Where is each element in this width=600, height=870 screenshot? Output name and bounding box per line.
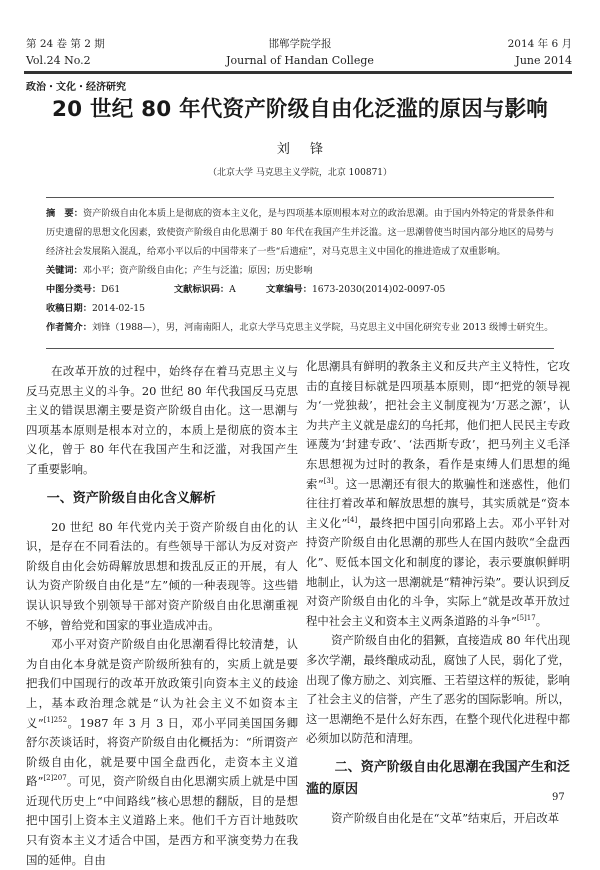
abstract-text: 资产阶级自由化本质上是彻底的资本主义化，是与四项基本原则根本对立的政治思潮。由于国内外特定的背景条件和历史遗留的思想文化因素，致使资产阶级自由化思潮于 80 年代在我国产生并泛滥。这一思潮曾使当时国内部分地区的局势与经济社会发展陷入混乱，给邓小平以后的中国带来了一些“后遗症”，对马克思主义中国化的推进造成了双重影响。 (46, 208, 555, 257)
page-number: 97 (552, 792, 565, 803)
continued-paragraph (306, 357, 570, 631)
keywords (46, 261, 554, 280)
section-1-paragraph-1: 20 世纪 80 年代党内关于资产阶级自由化的认识，是存在不同看法的。有些领导干部认为反对资产阶级自由化会妨碍解放思想和拨乱反正的开展，有人认为资产阶级自由化是“左”倾的一种表现等。这些错误认识导致个别领导干部对资产阶级自由化思潮重视不够，曾给党和国家的事业造成冲击。 (26, 519, 298, 632)
section-2-paragraph-1: 资产阶级自由化是在“文革”结束后，开启改革 (331, 810, 560, 825)
header-volume-issue-en: Vol.24 No.2 (26, 54, 91, 67)
received-date (46, 299, 554, 318)
paragraph-text: 化思潮具有鲜明的教条主义和反共产主义特性，它攻击的直接目标就是四项基本原则，即“把党的领导视为‘一党独裁’，把社会主义制度视为‘万恶之源’，认为共产主义就是虚幻的乌托邦，他们把人民民主专政诬蔑为‘封建专政’、‘法西斯专政’，把马列主义毛泽东思想视为过时的教条，看作是束缚人们思想的绳索” (306, 359, 570, 491)
received-value: 2014-02-15 (91, 303, 145, 314)
body-right-column (306, 357, 570, 828)
abstract (46, 204, 554, 261)
article-author: 刘 锋 (276, 142, 332, 157)
header-date-en: June 2014 (515, 54, 572, 67)
article-no-value: 1673-2030(2014)02-0097-05 (311, 284, 446, 295)
abstract-top-rule (46, 197, 554, 198)
abstract-block (46, 204, 554, 337)
doc-code-label: 文献标识码： (174, 284, 230, 295)
doc-code-value: A (229, 284, 236, 295)
citation-ref: [4] (347, 515, 358, 524)
paragraph-text: 邓小平对资产阶级自由化思潮看得比较清楚，认为自由化本身就是资产阶级所独有的，实质上就是要把我们中国现行的改革开放政策引向资本主义的歧途上，基本政治理念就是“认为社会主义不如资本主义” (26, 637, 298, 730)
section-1-paragraph-3: 资产阶级自由化的猖獗，直接造成 80 年代出现多次学潮，最终酿成动乱，腐蚀了人民，弱化了党，出现了像方励之、刘宾雁、王若望这样的叛徒，影响了社会主义的信誉，产生了恶劣的国际影响。所以，这一思潮绝不是什么好东西，在整个现代化进程中都必须加以防范和清理。 (306, 633, 570, 746)
paragraph-text: 。这一思潮还有很大的欺骗性和迷惑性，他们往往打着改革和解放思想的旗号，其实质就是“资本主义化” (306, 476, 570, 530)
paragraph-text: 。可见，资产阶级自由化思潮实质上就是中国近现代历史上“中间路线”核心思想的翻版，目的是想把中国引上资本主义道路上来。他们千方百计地鼓吹只有资本主义才适合中国，是西方和平演变势力在我国的延伸。自由 (26, 774, 298, 867)
citation-ref: [2]207 (43, 774, 67, 783)
paragraph-text: ，最终把中国引向邪路上去。邓小平针对持资产阶级自由化思潮的那些人在国内鼓吹“全盘西化”、贬低本国文化和制度的谬论，表示要旗帜鲜明地制止，认为这一思潮就是“精神污染”。要认识到反对资产阶级自由化的斗争，实际上“就是改革开放过程中社会主义和资本主义两条道路的斗争” (306, 515, 570, 628)
abstract-label: 摘 要： (46, 208, 83, 219)
abstract-bottom-rule (46, 348, 554, 349)
article-title: 20 世纪 80 年代资产阶级自由化泛滥的原因与影响 (52, 97, 548, 122)
header-date-cn: 2014 年 6 月 (507, 38, 572, 50)
paragraph-text: 。1987 年 3 月 3 日，邓小平同美国国务卿舒尔茨谈话时，将资产阶级自由化概括为：“所谓资产阶级自由化，就是要中国全盘西化，走资本主义道路” (26, 715, 299, 789)
author-bio-text: 刘锋（1988—），男，河南南阳人，北京大学马克思主义学院，马克思主义中国化研究专业 2013 级博士研究生。 (91, 322, 554, 333)
clc-value: D61 (101, 284, 121, 295)
keywords-label: 关键词： (46, 265, 83, 276)
paragraph-text: 。 (535, 613, 548, 628)
citation-ref: [3] (323, 476, 334, 485)
header-journal-name-cn: 邯郸学院学报 (268, 38, 332, 50)
header-volume-issue-cn: 第 24 卷 第 2 期 (26, 38, 105, 50)
citation-ref: [5]17 (516, 613, 536, 622)
article-affiliation: （北京大学 马克思主义学院，北京 100871） (207, 168, 393, 178)
citation-ref: [1]252 (43, 715, 68, 724)
section-tag: 政治・文化・经济研究 (26, 82, 126, 93)
keywords-text: 邓小平；资产阶级自由化；产生与泛滥；原因；历史影响 (82, 265, 313, 276)
author-bio (46, 318, 554, 337)
body-left-column (26, 362, 298, 870)
received-label: 收稿日期： (46, 303, 92, 314)
header-rule (24, 71, 572, 74)
section-1-heading: 一、资产阶级自由化含义解析 (46, 490, 216, 506)
header-journal-name-en: Journal of Handan College (226, 54, 374, 67)
intro-paragraph: 在改革开放的过程中，始终存在着马克思主义与反马克思主义的斗争。20 世纪 80 年代我国反马克思主义的错误思潮主要是资产阶级自由化。这一思潮与四项基本原则是根本对立的，本质上是彻底的资本主义化，曾于 80 年代在我国产生和泛滥，对我国产生了重要影响。 (26, 364, 298, 476)
classification (46, 280, 554, 299)
section-2-heading: 二、资产阶级自由化思潮在我国产生和泛滥的原因 (306, 759, 570, 797)
author-bio-label: 作者简介： (46, 322, 92, 333)
article-no-label: 文章编号： (266, 284, 312, 295)
section-1-paragraph-2 (26, 635, 298, 870)
clc-label: 中图分类号： (46, 284, 102, 295)
